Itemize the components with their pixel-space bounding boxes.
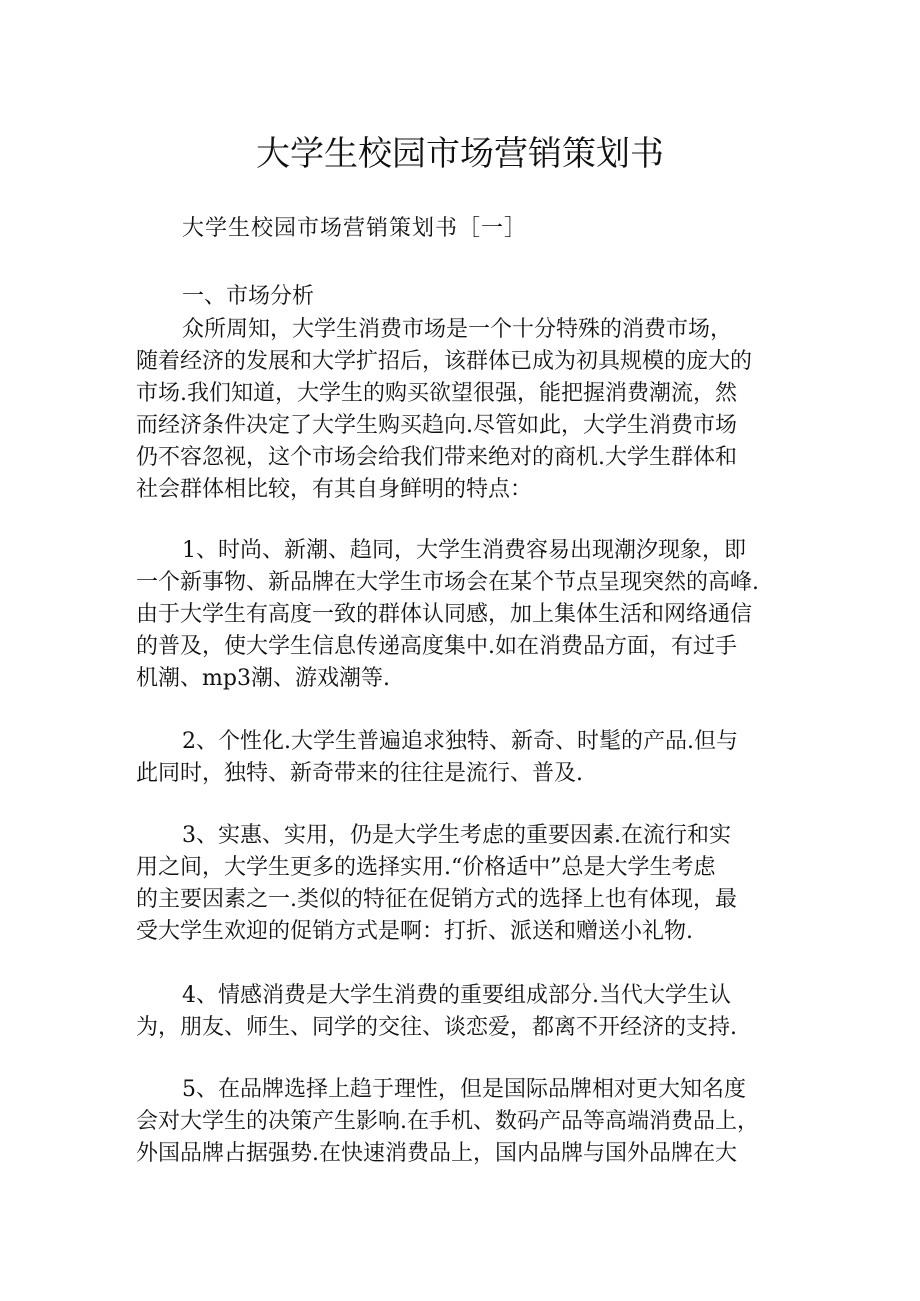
point-5-line: 会对大学生的决策产生影响.在手机、数码产品等高端消费品上， bbox=[136, 1109, 759, 1134]
point-4-line: 为，朋友、师生、同学的交往、谈恋爱，都离不开经济的支持. bbox=[136, 1015, 737, 1040]
section-heading-market-analysis: 一、市场分析 bbox=[182, 284, 315, 309]
point-1-line: 一个新事物、新品牌在大学生市场会在某个节点呈现突然的高峰. bbox=[136, 570, 759, 595]
intro-line: 仍不容忽视，这个市场会给我们带来绝对的商机.大学生群体和 bbox=[136, 445, 737, 470]
point-3-line: 受大学生欢迎的促销方式是啊：打折、派送和赠送小礼物. bbox=[136, 919, 693, 944]
point-5-line: 5、在品牌选择上趋于理性，但是国际品牌相对更大知名度 bbox=[182, 1077, 746, 1102]
point-3-line: 的主要因素之一.类似的特征在促销方式的选择上也有体现，最 bbox=[136, 887, 737, 912]
point-2-line: 2、个性化.大学生普遍追求独特、新奇、时髦的产品.但与 bbox=[182, 729, 738, 754]
point-3-line: 3、实惠、实用，仍是大学生考虑的重要因素.在流行和实 bbox=[182, 823, 731, 848]
point-1-line: 由于大学生有高度一致的群体认同感，加上集体生活和网络通信 bbox=[136, 602, 753, 627]
intro-line: 众所周知，大学生消费市场是一个十分特殊的消费市场， bbox=[182, 317, 733, 342]
intro-line: 社会群体相比较，有其自身鲜明的特点： bbox=[136, 477, 533, 502]
point-4-line: 4、情感消费是大学生消费的重要组成部分.当代大学生认 bbox=[182, 983, 731, 1008]
point-2-line: 此同时，独特、新奇带来的往往是流行、普及. bbox=[136, 761, 583, 786]
point-1-line: 机潮、mp3潮、游戏潮等. bbox=[136, 666, 390, 691]
point-3-line: 用之间，大学生更多的选择实用.“价格适中”总是大学生考虑 bbox=[136, 855, 716, 880]
document-subtitle: 大学生校园市场营销策划书［一］ bbox=[182, 216, 528, 241]
point-1-line: 的普及，使大学生信息传递高度集中.如在消费品方面，有过手 bbox=[136, 634, 737, 659]
document-title: 大学生校园市场营销策划书 bbox=[256, 134, 664, 174]
intro-line: 随着经济的发展和大学扩招后，该群体已成为初具规模的庞大的 bbox=[136, 349, 753, 374]
point-1-line: 1、时尚、新潮、趋同，大学生消费容易出现潮汐现象，即 bbox=[182, 538, 746, 563]
intro-line: 市场.我们知道，大学生的购买欲望很强，能把握消费潮流，然 bbox=[136, 381, 737, 406]
point-5-line: 外国品牌占据强势.在快速消费品上，国内品牌与国外品牌在大 bbox=[136, 1141, 737, 1166]
intro-line: 而经济条件决定了大学生购买趋向.尽管如此，大学生消费市场 bbox=[136, 413, 737, 438]
